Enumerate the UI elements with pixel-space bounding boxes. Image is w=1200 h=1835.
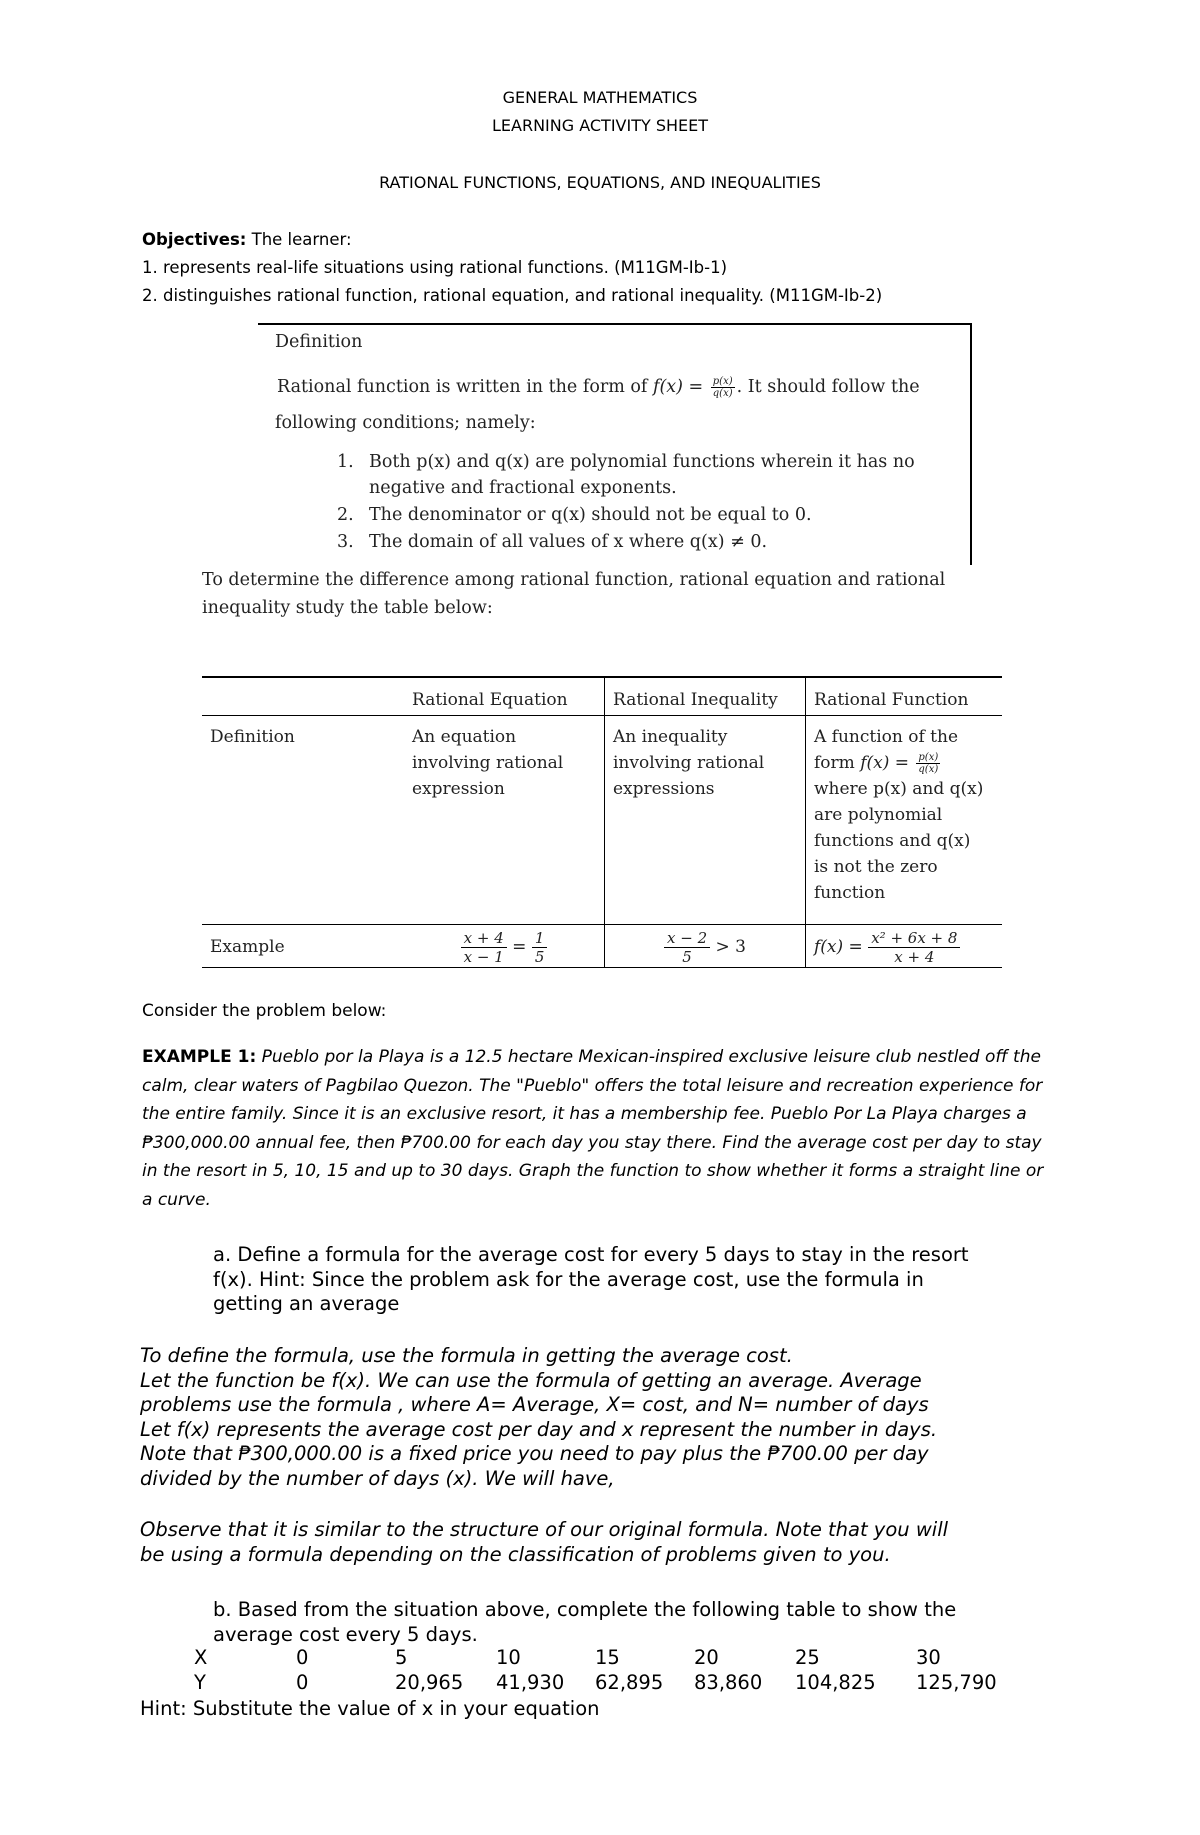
row-label: Definition — [202, 716, 404, 925]
condition-number: 3. — [337, 532, 354, 552]
equation-example: $\frac{x + 4}{x - 1}$ = $\frac{1}{5}$ — [404, 925, 605, 968]
x-row-label: X — [194, 1646, 208, 1669]
table-header-cell: Rational Equation — [404, 677, 605, 716]
condition-text: negative and fractional exponents. — [369, 478, 677, 498]
subject-title: GENERAL MATHEMATICS — [502, 88, 698, 107]
y-row-label: Y — [194, 1671, 206, 1694]
part-b: b. Based from the situation above, complete the following table to show the average cost every 5 days. — [213, 1598, 957, 1646]
x-value: 20 — [694, 1646, 719, 1669]
x-value: 25 — [795, 1646, 820, 1669]
function-example: f(x) = $\frac{\text{x² + 6x + 8}}{x + 4}$ — [806, 925, 1003, 968]
objectives-intro: The learner: — [246, 230, 352, 249]
objective-item: 1. represents real-life situations using rational functions. (M11GM-Ib-1) — [142, 258, 728, 277]
x-value: 15 — [595, 1646, 620, 1669]
condition-text: The domain of all values of x where q(x) ≠ 0. — [369, 532, 768, 552]
objectives-label: Objectives: — [142, 230, 247, 249]
definition-line2: following conditions; namely: — [275, 413, 536, 433]
y-value: 20,965 — [395, 1671, 464, 1694]
x-value: 30 — [916, 1646, 941, 1669]
definition-box — [258, 323, 972, 565]
table-header-cell: Rational Function — [806, 677, 1003, 716]
function-definition: A function of the form f(x) = $\frac{p(x)}{q(x)}$ where p(x) and q(x) are polynomial functions and q(x) is not the zero function — [806, 716, 1003, 925]
inequality-definition: An inequality involving rational expressions — [605, 716, 806, 925]
y-value: 0 — [296, 1671, 309, 1694]
observe-note: Observe that it is similar to the structure of our original formula. Note that you will be using a formula depending on the classification of problems given to you. — [140, 1518, 949, 1566]
inequality-example: $\frac{x - 2}{5}$ > 3 — [605, 925, 806, 968]
definition-title: Definition — [275, 332, 363, 352]
condition-text: The denominator or q(x) should not be equal to 0. — [369, 505, 812, 525]
y-value: 125,790 — [916, 1671, 997, 1694]
condition-number: 2. — [337, 505, 354, 525]
sheet-title: LEARNING ACTIVITY SHEET — [491, 116, 709, 135]
table-intro-line2: inequality study the table below: — [202, 598, 493, 618]
consider-heading: Consider the problem below: — [142, 1001, 387, 1021]
row-label: Example — [202, 925, 404, 968]
example1-paragraph: EXAMPLE 1: Pueblo por la Playa is a 12.5 hectare Mexican-inspired exclusive leisure club nestled off the calm, clear waters of Pagbilao Quezon. The "Pueblo" offers the total leisure and recreation experience for the entire family. Since it is an exclusive resort, it has a membership fee. Pueblo Por La Playa charges a ₱300,000.00 annual fee, then ₱700.00 for each day you stay there. Find the average cost per day to stay in the resort in 5, 10, 15 and up to 30 days. Graph the function to show whether it forms a straight line or a curve. — [142, 1047, 1044, 1210]
example1-label: EXAMPLE 1: — [142, 1047, 257, 1067]
function-form-fraction: $\frac{p(x)}{q(x)}$ — [918, 752, 939, 775]
condition-text: Both p(x) and q(x) are polynomial functions wherein it has no — [369, 452, 915, 472]
table-header-cell — [202, 677, 404, 716]
part-a: a. Define a formula for the average cost for every 5 days to stay in the resort f(x). Hint: Since the problem ask for the average cost, use the formula in getting an average — [213, 1243, 969, 1315]
y-value: 41,930 — [496, 1671, 565, 1694]
table-definition-row — [202, 716, 1002, 925]
explanation: To define the formula, use the formula in getting the average cost. Let the function be f(x). We can use the formula of getting an average. Average problems use the formula , where A= Average, X= cost, and N= number of days Let f(x) represents the average cost per day and x represent the number in days. Note that ₱300,000.00 is a fixed price you need to pay plus the ₱700.00 per day divided by the number of days (x). We will have, — [140, 1344, 938, 1490]
y-value: 83,860 — [694, 1671, 763, 1694]
y-value: 62,895 — [595, 1671, 664, 1694]
x-value: 5 — [395, 1646, 408, 1669]
formula-lhs: f(x) = — [652, 377, 709, 397]
hint: Hint: Substitute the value of x in your equation — [140, 1697, 600, 1720]
x-value: 10 — [496, 1646, 521, 1669]
table-header-row — [202, 677, 1002, 716]
y-value: 104,825 — [795, 1671, 876, 1694]
definition-statement: Rational function is written in the form of f(x) = $\frac{p(x)}{q(x)}$ . It should follow the — [277, 376, 920, 399]
x-value: 0 — [296, 1646, 309, 1669]
topic-title: RATIONAL FUNCTIONS, EQUATIONS, AND INEQUALITIES — [379, 173, 821, 192]
equation-definition: An equation involving rational expression — [404, 716, 605, 925]
condition-number: 1. — [337, 452, 354, 472]
table-example-row — [202, 925, 1002, 968]
formula-fraction: $\frac{p(x)}{q(x)}$ — [712, 376, 733, 399]
table-intro-line1: To determine the difference among rational function, rational equation and rational — [202, 570, 946, 590]
comparison-table — [202, 676, 1002, 968]
objective-item: 2. distinguishes rational function, rational equation, and rational inequality. (M11GM-Ib-2) — [142, 286, 883, 305]
table-header-cell: Rational Inequality — [605, 677, 806, 716]
objectives-heading — [142, 230, 352, 249]
